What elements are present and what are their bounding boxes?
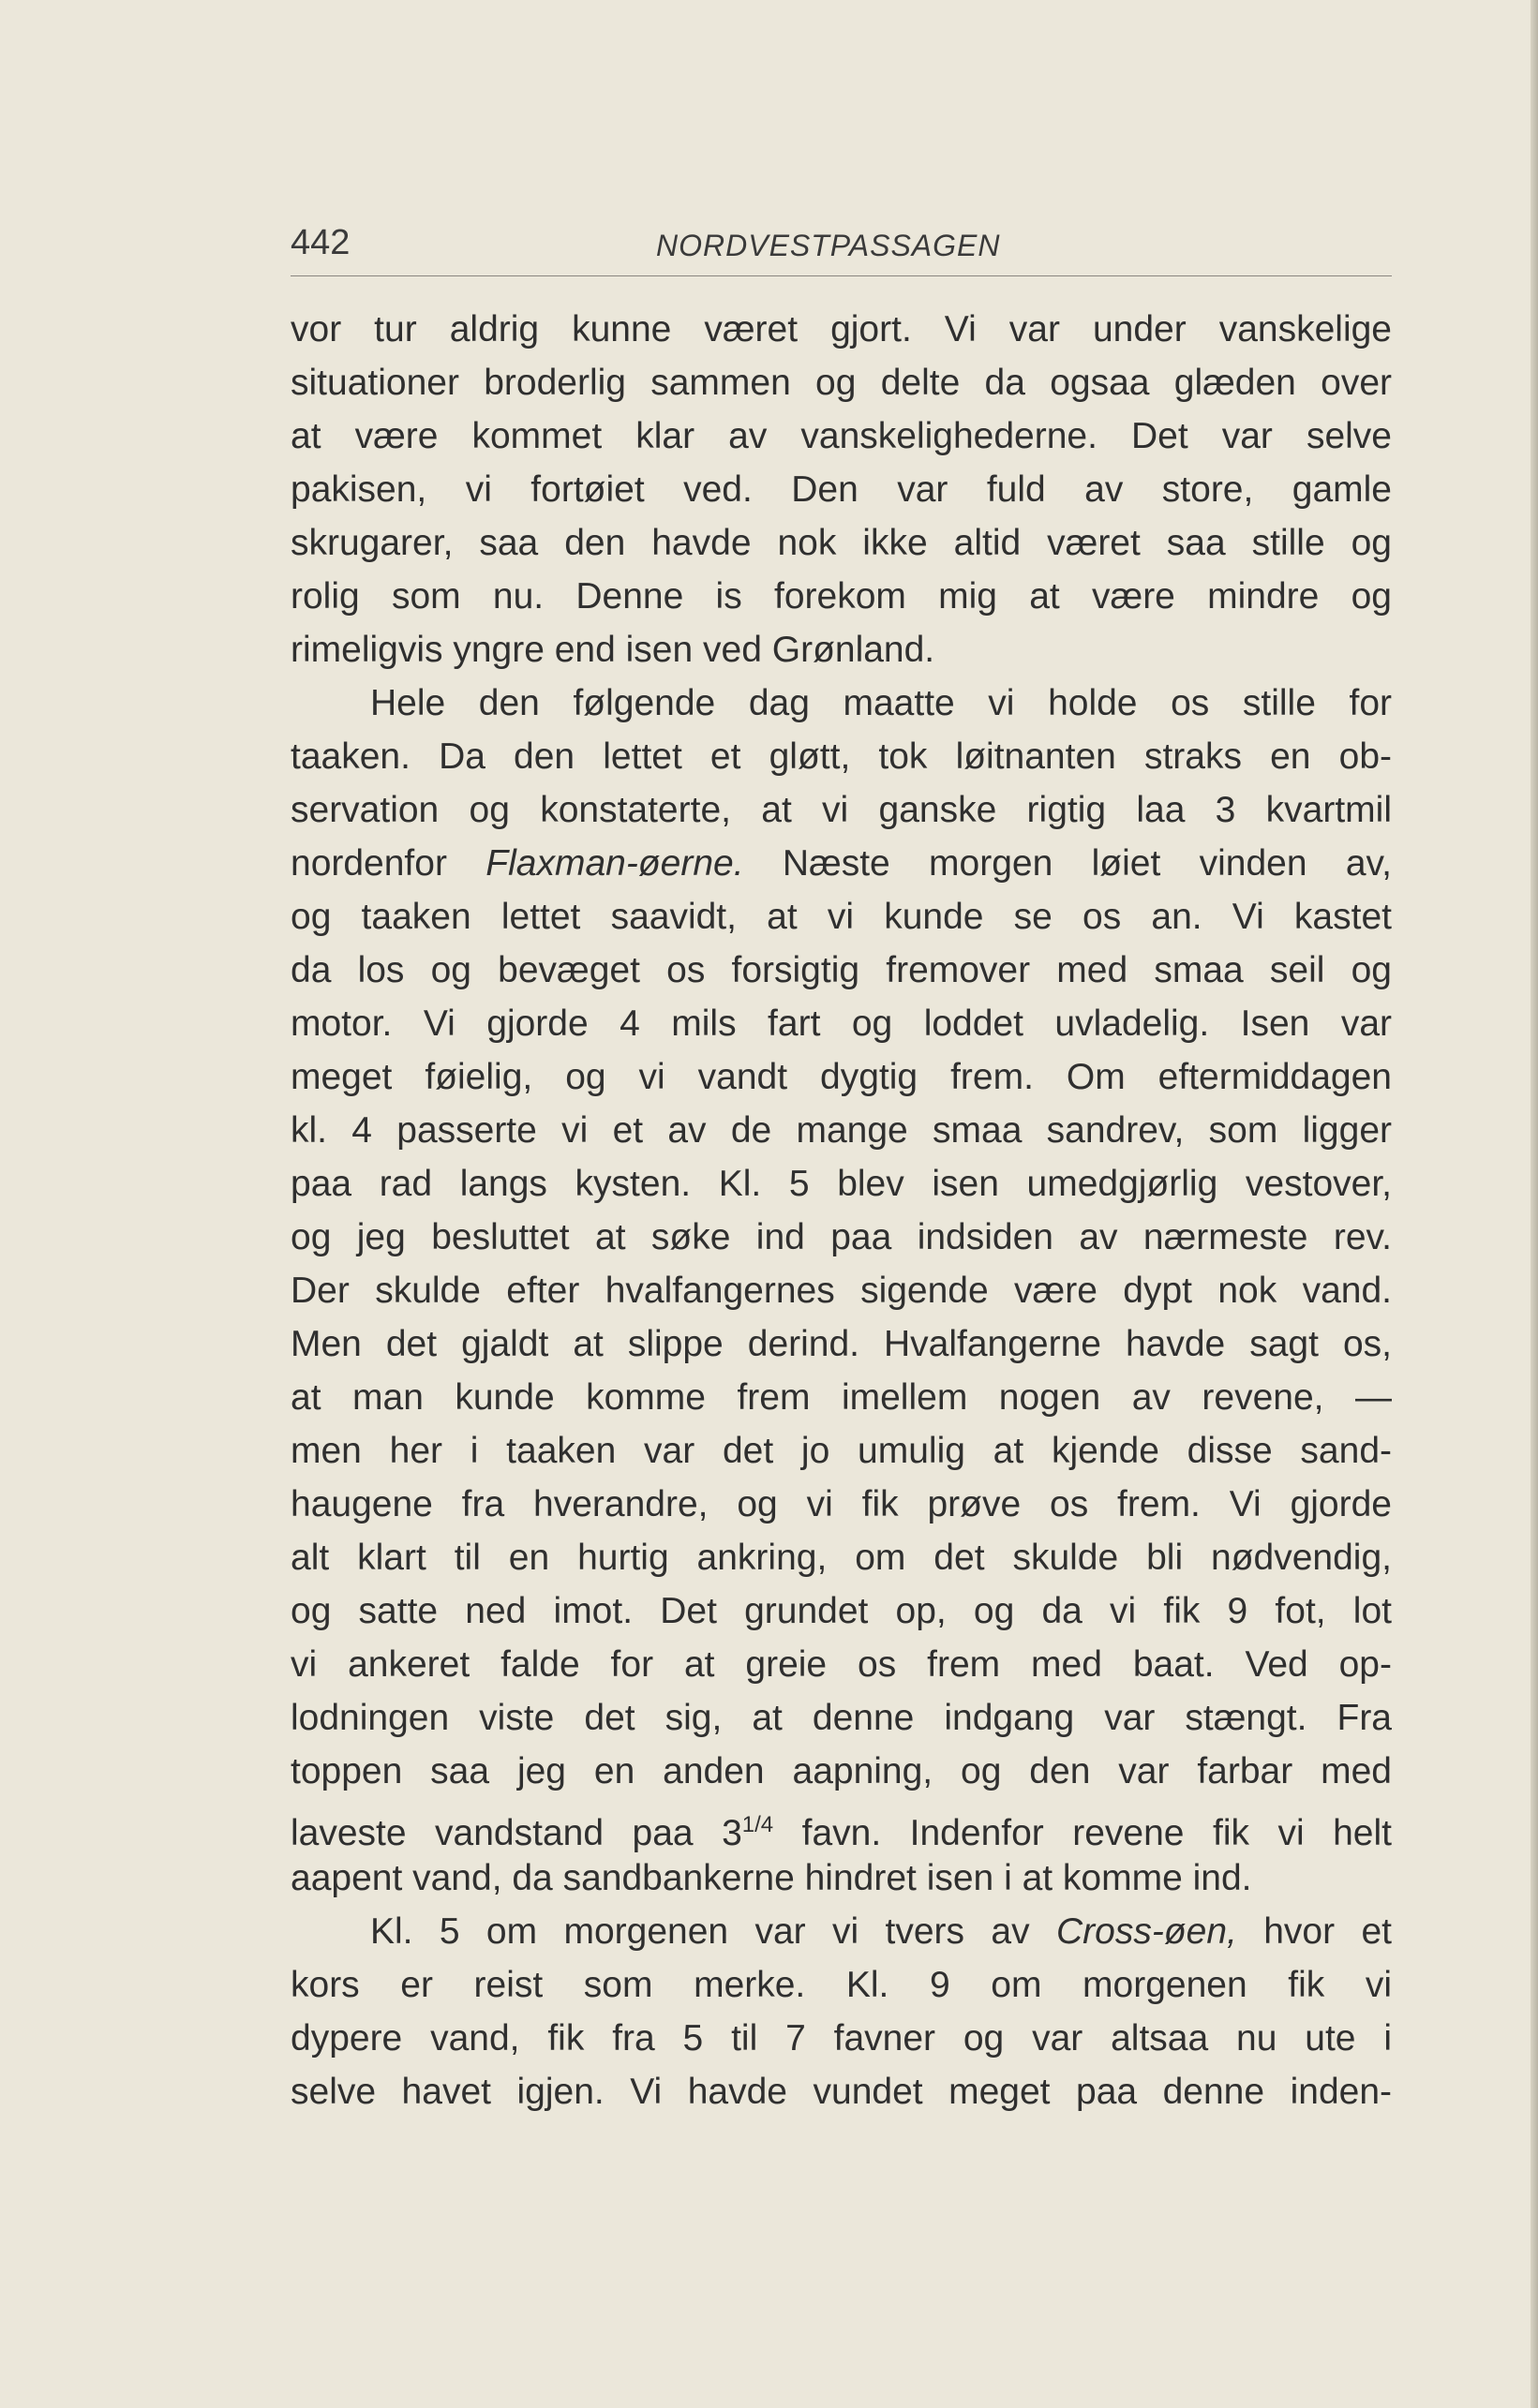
- text-line: taaken. Da den lettet et gløtt, tok løitnanten straks en ob-: [291, 736, 1392, 777]
- text-line: og satte ned imot. Det grundet op, og da vi fik 9 fot, lot: [291, 1591, 1392, 1631]
- text-line: selve havet igjen. Vi havde vundet meget paa denne inden-: [291, 2072, 1392, 2112]
- text-line: at man kunde komme frem imellem nogen av revene, —: [291, 1377, 1392, 1418]
- text-line: situationer broderlig sammen og delte da ogsaa glæden over: [291, 363, 1392, 403]
- text-line: meget føielig, og vi vandt dygtig frem. Om eftermiddagen: [291, 1057, 1392, 1097]
- text-line: servation og konstaterte, at vi ganske rigtig laa 3 kvartmil: [291, 790, 1392, 830]
- text-line: toppen saa jeg en anden aapning, og den var farbar med: [291, 1751, 1392, 1791]
- page-header: [291, 219, 1392, 276]
- text-line: pakisen, vi fortøiet ved. Den var fuld av store, gamle: [291, 469, 1392, 510]
- text-line: dypere vand, fik fra 5 til 7 favner og var altsaa nu ute i: [291, 2018, 1392, 2059]
- text-line: men her i taaken var det jo umulig at kjende disse sand-: [291, 1431, 1392, 1471]
- italic-place-name: Flaxman-øerne.: [485, 843, 744, 884]
- text-segment: favn. Indenfor revene fik vi helt: [773, 1813, 1392, 1853]
- text-line: da los og bevæget os forsigtig fremover med smaa seil og: [291, 950, 1392, 990]
- italic-place-name: Cross-øen,: [1055, 1911, 1237, 1952]
- text-line: rolig som nu. Denne is forekom mig at være mindre og: [291, 576, 1392, 617]
- text-segment: laveste vandstand paa 3: [291, 1813, 742, 1853]
- text-segment: nordenfor: [291, 843, 486, 884]
- text-segment: Næste morgen løiet vinden av,: [743, 843, 1392, 884]
- text-line: vor tur aldrig kunne været gjort. Vi var under vanskelige: [291, 309, 1392, 349]
- text-line: kl. 4 passerte vi et av de mange smaa sandrev, som ligger: [291, 1110, 1392, 1151]
- text-line: lodningen viste det sig, at denne indgang var stængt. Fra: [291, 1698, 1392, 1738]
- text-line: haugene fra hverandre, og vi fik prøve os frem. Vi gjorde: [291, 1484, 1392, 1524]
- text-line: paa rad langs kysten. Kl. 5 blev isen umedgjørlig vestover,: [291, 1164, 1392, 1204]
- text-line: og taaken lettet saavidt, at vi kunde se os an. Vi kastet: [291, 897, 1392, 937]
- fraction-superscript: 1/4: [741, 1812, 774, 1837]
- page-number: 442: [291, 223, 351, 262]
- text-line: Der skulde efter hvalfangernes sigende være dypt nok vand.: [291, 1271, 1392, 1311]
- text-segment: Kl. 5 om morgenen var vi tvers av: [370, 1911, 1056, 1952]
- text-line: at være kommet klar av vanskelighederne. Det var selve: [291, 416, 1392, 456]
- running-title: NORDVESTPASSAGEN: [656, 229, 1001, 262]
- text-line: og jeg besluttet at søke ind paa indsiden av nærmeste rev.: [291, 1217, 1392, 1257]
- text-line: kors er reist som merke. Kl. 9 om morgenen fik vi: [291, 1965, 1392, 2005]
- body-text: [291, 303, 1392, 2118]
- text-line: [291, 1798, 1392, 1851]
- paragraph-end-line: rimeligvis yngre end isen ved Grønland.: [291, 630, 935, 670]
- text-line: [291, 837, 1392, 890]
- paragraph-end-line: aapent vand, da sandbankerne hindret isen i at komme ind.: [291, 1858, 1252, 1898]
- paragraph-start-line: Hele den følgende dag maatte vi holde os stille for: [370, 683, 1392, 723]
- text-line: alt klart til en hurtig ankring, om det skulde bli nødvendig,: [291, 1538, 1392, 1578]
- text-line: skrugarer, saa den havde nok ikke altid været saa stille og: [291, 523, 1392, 563]
- paragraph-start-line: [291, 1905, 1392, 1958]
- text-line: vi ankeret falde for at greie os frem med baat. Ved op-: [291, 1644, 1392, 1685]
- text-line: Men det gjaldt at slippe derind. Hvalfangerne havde sagt os,: [291, 1324, 1392, 1364]
- text-segment: hvor et: [1236, 1911, 1392, 1952]
- text-line: motor. Vi gjorde 4 mils fart og loddet uvladelig. Isen var: [291, 1003, 1392, 1044]
